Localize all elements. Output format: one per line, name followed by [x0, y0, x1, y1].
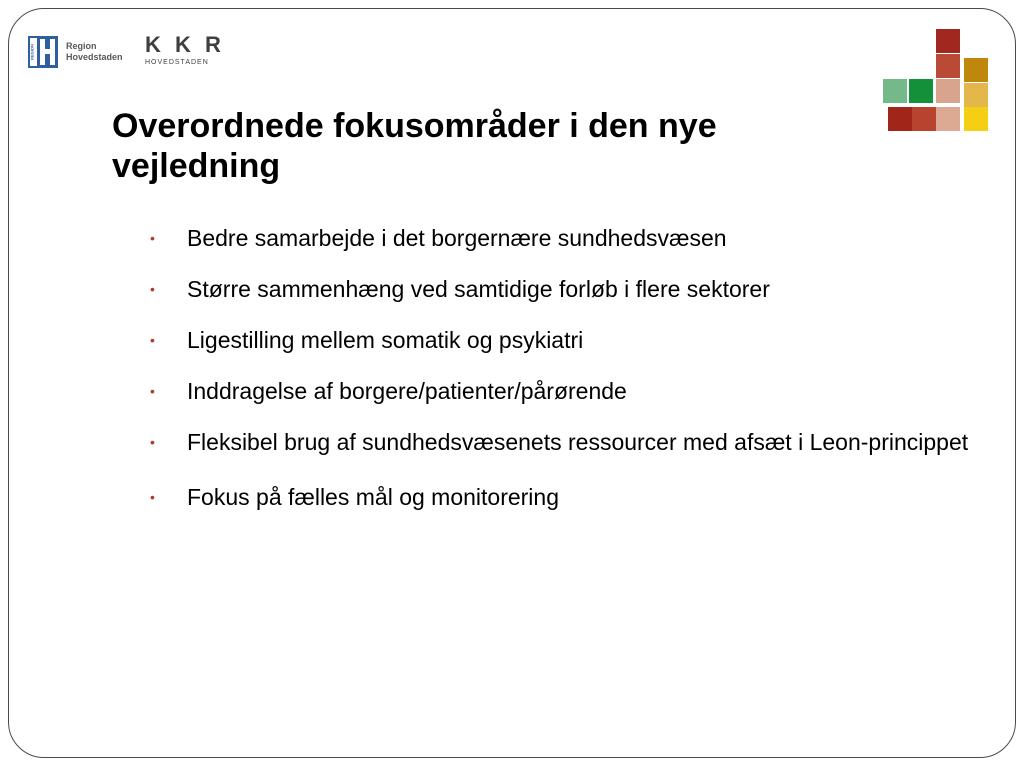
region-logo-icon [28, 36, 58, 68]
bullet-item [150, 377, 980, 406]
slide-title: Overordnede fokusområder i den nye vejledning [112, 107, 717, 185]
bullet-item [150, 326, 980, 355]
bullet-text: Inddragelse af borgere/patienter/pårørende [187, 378, 627, 404]
color-tile [964, 83, 988, 107]
color-tile [936, 79, 960, 103]
bullet-item [150, 275, 980, 304]
bullet-text: Bedre samarbejde i det borgernære sundhedsvæsen [187, 225, 727, 251]
region-logo-line2: Hovedstaden [66, 52, 123, 62]
color-tile [964, 107, 988, 131]
bullet-item [150, 224, 980, 253]
bullet-text: Større sammenhæng ved samtidige forløb i flere sektorer [187, 276, 770, 302]
region-badge-text: REGION [29, 44, 35, 60]
color-tile [888, 107, 912, 131]
color-tile-decoration [883, 29, 989, 133]
bullet-item [150, 428, 980, 457]
kkr-logo-letters: K K R [145, 32, 225, 57]
color-tile [909, 79, 933, 103]
bullet-text: Fokus på fælles mål og monitorering [187, 484, 559, 510]
color-tile [936, 29, 960, 53]
bullet-item [150, 483, 980, 512]
bullet-marker: • [150, 230, 155, 246]
kkr-logo [145, 34, 225, 66]
bullet-marker: • [150, 281, 155, 297]
kkr-logo-subtitle: HOVEDSTADEN [145, 59, 209, 66]
region-logo-text [66, 41, 123, 63]
color-tile [936, 107, 960, 131]
region-logo-line1: Region [66, 41, 97, 51]
bullet-marker: • [150, 434, 155, 450]
bullet-list [150, 224, 980, 534]
bullet-text: Ligestilling mellem somatik og psykiatri [187, 327, 584, 353]
color-tile [912, 107, 936, 131]
bullet-text: Fleksibel brug af sundhedsvæsenets ressourcer med afsæt i Leon-princippet [187, 429, 969, 455]
color-tile [964, 58, 988, 82]
bullet-marker: • [150, 383, 155, 399]
bullet-marker: • [150, 332, 155, 348]
color-tile [936, 54, 960, 78]
bullet-marker: • [150, 489, 155, 505]
color-tile [883, 79, 907, 103]
